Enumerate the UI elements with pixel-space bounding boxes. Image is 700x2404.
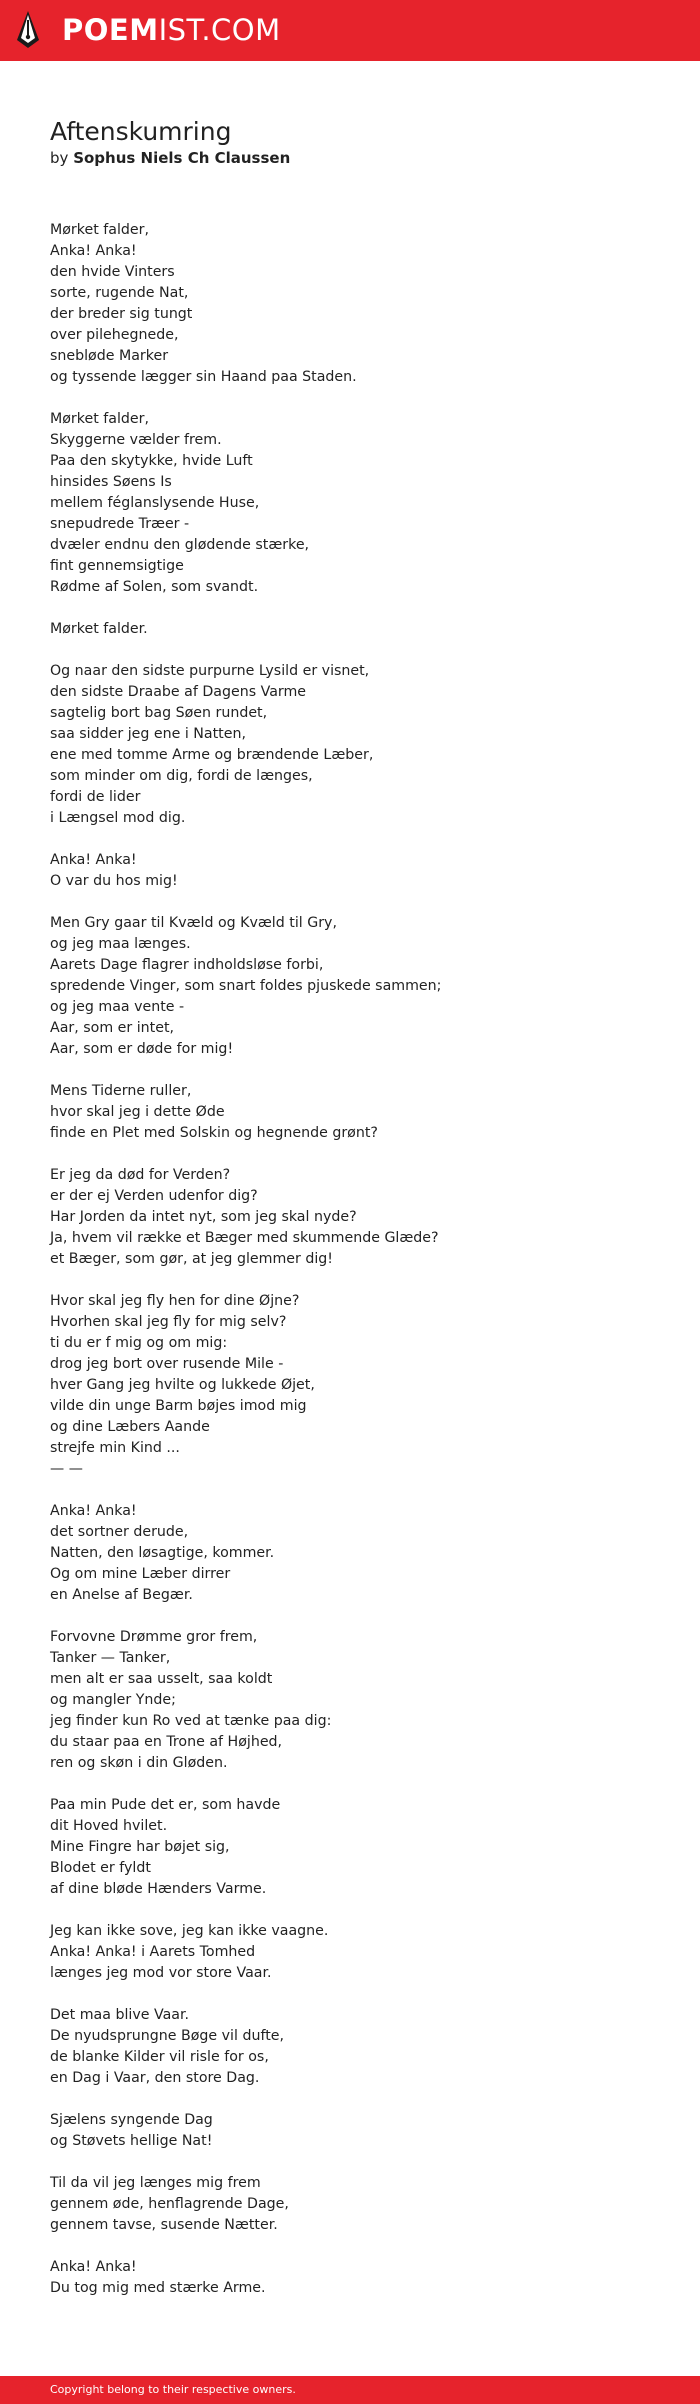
poem-line: ren og skøn i din Gløden.: [50, 1755, 228, 1771]
poem-line: Hvorhen skal jeg fly for mig selv?: [50, 1314, 287, 1330]
poem-line: fint gennemsigtige: [50, 558, 184, 574]
poem-line: Mørket falder,: [50, 411, 149, 427]
poem-line: strejfe min Kind ...: [50, 1440, 180, 1456]
poem-line: som minder om dig, fordi de længes,: [50, 768, 313, 784]
poem-line: Jeg kan ikke sove, jeg kan ikke vaagne.: [50, 1923, 329, 1939]
poem-line: hver Gang jeg hvilte og lukkede Øjet,: [50, 1377, 315, 1393]
site-footer: [0, 2376, 700, 2404]
poem-line: det sortner derude,: [50, 1524, 189, 1540]
poem-line: Mine Fingre har bøjet sig,: [50, 1839, 230, 1855]
poem-line: snebløde Marker: [50, 348, 169, 364]
stanza: [50, 913, 650, 1060]
poem-line: men alt er saa usselt, saa koldt: [50, 1671, 273, 1687]
poem-line: Du tog mig med stærke Arme.: [50, 2280, 266, 2296]
poem-line: Mørket falder,: [50, 222, 149, 238]
poem-line: de blanke Kilder vil risle for os,: [50, 2049, 269, 2065]
poem-line: Skyggerne vælder frem.: [50, 432, 222, 448]
poem-line: spredende Vinger, som snart foldes pjuskede sammen;: [50, 978, 442, 994]
poem-line: og mangler Ynde;: [50, 1692, 176, 1708]
poem-line: sorte, rugende Nat,: [50, 285, 189, 301]
poem-line: Tanker — Tanker,: [50, 1650, 171, 1666]
stanza: [50, 2110, 650, 2152]
poem-line: Hvor skal jeg fly hen for dine Øjne?: [50, 1293, 300, 1309]
poem-line: Anka! Anka! i Aarets Tomhed: [50, 1944, 256, 1960]
byline: [50, 148, 290, 168]
poem-line: saa sidder jeg ene i Natten,: [50, 726, 246, 742]
poem-line: du staar paa en Trone af Højhed,: [50, 1734, 283, 1750]
copyright-text: Copyright belong to their respective owners.: [50, 2383, 296, 2396]
stanza: [50, 2005, 650, 2089]
poem-line: Anka! Anka!: [50, 852, 137, 868]
poem-line: hinsides Søens Is: [50, 474, 172, 490]
poem-line: Sjælens syngende Dag: [50, 2112, 213, 2128]
poem-line: ene med tomme Arme og brændende Læber,: [50, 747, 374, 763]
poem-line: en Anelse af Begær.: [50, 1587, 193, 1603]
poem-line: Og om mine Læber dirrer: [50, 1566, 231, 1582]
byline-prefix: by: [50, 149, 69, 167]
stanza: [50, 1165, 650, 1270]
poem-line: finde en Plet med Solskin og hegnende grønt?: [50, 1125, 378, 1141]
poem-line: den hvide Vinters: [50, 264, 175, 280]
poem-line: Mens Tiderne ruller,: [50, 1083, 192, 1099]
stanza: [50, 220, 650, 388]
stanza: [50, 2257, 650, 2299]
poem-line: Anka! Anka!: [50, 1503, 137, 1519]
stanza: [50, 1291, 650, 1480]
stanza: [50, 409, 650, 598]
poem-line: Er jeg da død for Verden?: [50, 1167, 231, 1183]
poem-line: — —: [50, 1461, 83, 1477]
poem-line: der breder sig tungt: [50, 306, 193, 322]
stanza: [50, 1795, 650, 1900]
stanza: [50, 1501, 650, 1606]
poem-line: drog jeg bort over rusende Mile -: [50, 1356, 284, 1372]
poem-line: vilde din unge Barm bøjes imod mig: [50, 1398, 307, 1414]
poem-line: gennem øde, henflagrende Dage,: [50, 2196, 289, 2212]
poem-line: Forvovne Drømme gror frem,: [50, 1629, 258, 1645]
poem-line: Aar, som er døde for mig!: [50, 1041, 234, 1057]
poem-line: og jeg maa længes.: [50, 936, 191, 952]
stanza: [50, 1081, 650, 1144]
poem-line: Anka! Anka!: [50, 2259, 137, 2275]
poem-line: og jeg maa vente -: [50, 999, 185, 1015]
poem-line: af dine bløde Hænders Varme.: [50, 1881, 267, 1897]
pen-nib-icon[interactable]: [16, 10, 40, 50]
poem-line: De nyudsprungne Bøge vil dufte,: [50, 2028, 284, 2044]
poem-line: O var du hos mig!: [50, 873, 178, 889]
poem-line: Mørket falder.: [50, 621, 148, 637]
poem-line: snepudrede Træer -: [50, 516, 190, 532]
poem-line: er der ej Verden udenfor dig?: [50, 1188, 258, 1204]
poem-line: Paa min Pude det er, som havde: [50, 1797, 281, 1813]
stanza: [50, 850, 650, 892]
site-logo[interactable]: POEMIST.COM: [62, 13, 281, 47]
author-name: Sophus Niels Ch Claussen: [73, 149, 291, 167]
poem-line: Men Gry gaar til Kvæld og Kvæld til Gry,: [50, 915, 337, 931]
poem-line: dit Hoved hvilet.: [50, 1818, 168, 1834]
poem-line: sagtelig bort bag Søen rundet,: [50, 705, 268, 721]
poem-line: Rødme af Solen, som svandt.: [50, 579, 259, 595]
poem-line: Aarets Dage flagrer indholdsløse forbi,: [50, 957, 324, 973]
site-header: [0, 0, 700, 61]
poem-line: Aar, som er intet,: [50, 1020, 175, 1036]
stanza: [50, 1921, 650, 1984]
poem-line: ti du er f mig og om mig:: [50, 1335, 228, 1351]
poem-line: Natten, den løsagtige, kommer.: [50, 1545, 275, 1561]
poem-line: mellem féglanslysende Huse,: [50, 495, 260, 511]
poem-line: et Bæger, som gør, at jeg glemmer dig!: [50, 1251, 333, 1267]
poem-line: gennem tavse, susende Nætter.: [50, 2217, 278, 2233]
poem-body: [50, 220, 650, 2320]
poem-line: over pilehegnede,: [50, 327, 179, 343]
poem-line: hvor skal jeg i dette Øde: [50, 1104, 225, 1120]
poem-line: en Dag i Vaar, den store Dag.: [50, 2070, 260, 2086]
poem-line: Paa den skytykke, hvide Luft: [50, 453, 253, 469]
poem-line: og tyssende lægger sin Haand paa Staden.: [50, 369, 357, 385]
poem-line: længes jeg mod vor store Vaar.: [50, 1965, 272, 1981]
poem-line: Det maa blive Vaar.: [50, 2007, 189, 2023]
stanza: [50, 619, 650, 640]
poem-line: dvæler endnu den glødende stærke,: [50, 537, 310, 553]
poem-line: og Støvets hellige Nat!: [50, 2133, 213, 2149]
poem-line: i Længsel mod dig.: [50, 810, 186, 826]
poem-line: den sidste Draabe af Dagens Varme: [50, 684, 307, 700]
poem-line: Ja, hvem vil række et Bæger med skummende Glæde?: [50, 1230, 439, 1246]
stanza: [50, 1627, 650, 1774]
poem-line: Blodet er fyldt: [50, 1860, 151, 1876]
poem-line: Anka! Anka!: [50, 243, 137, 259]
poem-line: fordi de lider: [50, 789, 141, 805]
poem-line: Til da vil jeg længes mig frem: [50, 2175, 261, 2191]
poem-line: og dine Læbers Aande: [50, 1419, 210, 1435]
poem-line: jeg finder kun Ro ved at tænke paa dig:: [50, 1713, 332, 1729]
stanza: [50, 2173, 650, 2236]
poem-line: Og naar den sidste purpurne Lysild er visnet,: [50, 663, 370, 679]
poem-line: Har Jorden da intet nyt, som jeg skal nyde?: [50, 1209, 357, 1225]
stanza: [50, 661, 650, 829]
poem-title: Aftenskumring: [50, 117, 232, 146]
